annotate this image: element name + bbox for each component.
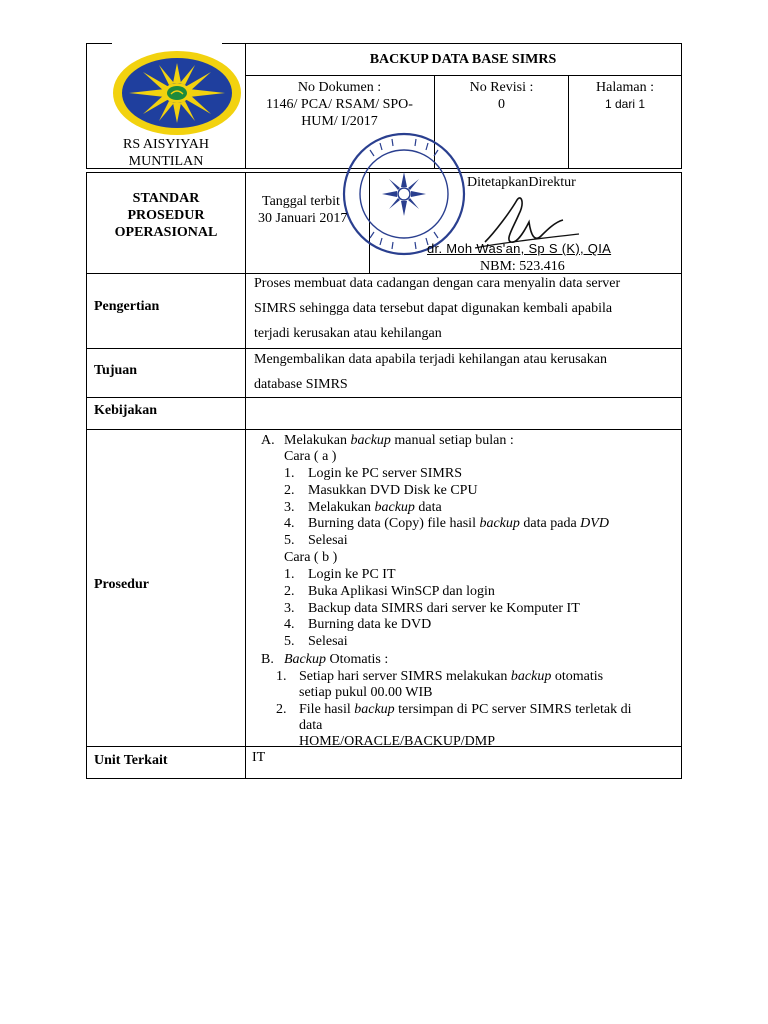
auto-step-text: data xyxy=(299,718,323,733)
step-text: Burning data (Copy) file hasil backup data pada DVD xyxy=(308,516,609,532)
unit-terkait-value: IT xyxy=(252,750,266,765)
no-revisi-value: 0 xyxy=(498,97,505,112)
rule xyxy=(222,43,682,44)
section-b-heading: Backup Otomatis : xyxy=(284,652,389,667)
director-nbm: NBM: 523.416 xyxy=(480,259,565,274)
step-text: Backup data SIMRS dari server ke Komputer IT xyxy=(308,600,580,616)
rule xyxy=(86,43,112,44)
tujuan-label: Tujuan xyxy=(94,363,138,378)
document-title: BACKUP DATA BASE SIMRS xyxy=(369,52,557,67)
kebijakan-label: Kebijakan xyxy=(94,403,158,418)
rule xyxy=(681,43,682,169)
step-number: 5. xyxy=(284,533,295,549)
spo-title-line1: STANDAR xyxy=(132,191,200,206)
rule xyxy=(86,172,87,778)
no-dokumen-label: No Dokumen : xyxy=(297,80,382,95)
section-b-marker: B. xyxy=(261,652,274,667)
step-number: 3. xyxy=(284,600,295,616)
step-text: Buka Aplikasi WinSCP dan login xyxy=(308,583,495,599)
step-number: 2. xyxy=(284,482,295,498)
ditetapkan-direktur: DitetapkanDirektur xyxy=(467,175,576,190)
spo-title-line3: OPERASIONAL xyxy=(114,225,218,240)
hospital-logo xyxy=(111,50,243,136)
tanggal-terbit-label: Tanggal terbit xyxy=(262,194,340,209)
tujuan-line: Mengembalikan data apabila terjadi kehilangan atau kerusakan xyxy=(254,352,607,367)
step-number: 1. xyxy=(284,567,295,582)
section-a-heading: Melakukan backup manual setiap bulan : xyxy=(284,433,514,448)
rule xyxy=(245,172,246,778)
step-text: Melakukan backup data xyxy=(308,499,442,515)
rule xyxy=(86,429,682,430)
step-number: 2. xyxy=(284,583,295,599)
step-number: 4. xyxy=(284,617,295,633)
step-text: Masukkan DVD Disk ke CPU xyxy=(308,482,478,498)
spo-title-line2: PROSEDUR xyxy=(127,208,205,223)
unit-terkait-label: Unit Terkait xyxy=(94,753,168,768)
step-number: 3. xyxy=(284,499,295,515)
prosedur-label: Prosedur xyxy=(94,577,149,592)
cara-b-label: Cara ( b ) xyxy=(284,550,338,565)
pengertian-line: SIMRS sehingga data tersebut dapat digunakan kembali apabila xyxy=(254,301,613,316)
auto-step-text: File hasil backup tersimpan di PC server SIMRS terletak di xyxy=(299,702,632,717)
no-dokumen-value-line2: HUM/ I/2017 xyxy=(301,114,378,129)
pengertian-line: terjadi kerusakan atau kehilangan xyxy=(254,326,442,341)
no-dokumen-value-line1: 1146/ PCA/ RSAM/ SPO- xyxy=(266,97,413,112)
pengertian-line: Proses membuat data cadangan dengan cara menyalin data server xyxy=(254,276,621,291)
director-name: dr. Moh Was'an, Sp S (K), QIA xyxy=(427,241,612,256)
cara-a-label: Cara ( a ) xyxy=(284,449,337,464)
step-text: Login ke PC server SIMRS xyxy=(308,466,462,481)
step-number: 4. xyxy=(284,516,295,532)
hospital-name-line2: MUNTILAN xyxy=(128,154,204,169)
step-number: 1. xyxy=(284,466,295,481)
hospital-stamp xyxy=(340,130,468,258)
auto-step-number: 1. xyxy=(276,669,287,684)
tanggal-terbit-value: 30 Januari 2017 xyxy=(258,211,348,226)
step-text: Selesai xyxy=(308,533,348,549)
section-a-marker: A. xyxy=(261,433,275,448)
auto-step-text: setiap pukul 00.00 WIB xyxy=(299,685,433,700)
step-text: Selesai xyxy=(308,634,348,650)
auto-step-number: 2. xyxy=(276,702,287,717)
step-text: Burning data ke DVD xyxy=(308,617,432,633)
rule xyxy=(86,778,682,779)
rule xyxy=(681,172,682,778)
rule xyxy=(245,75,682,76)
step-text: Login ke PC IT xyxy=(308,567,396,582)
rule xyxy=(86,273,682,274)
tujuan-line: database SIMRS xyxy=(254,377,348,392)
rule xyxy=(86,348,682,349)
hospital-name-line1: RS AISYIYAH xyxy=(123,137,209,152)
step-number: 5. xyxy=(284,634,295,650)
no-revisi-label: No Revisi : xyxy=(469,80,534,95)
rule xyxy=(86,397,682,398)
auto-step-text: HOME/ORACLE/BACKUP/DMP xyxy=(299,734,496,749)
halaman-label: Halaman : xyxy=(596,80,654,95)
auto-step-text: Setiap hari server SIMRS melakukan backup otomatis xyxy=(299,669,604,684)
pengertian-label: Pengertian xyxy=(94,299,160,314)
halaman-value: 1 dari 1 xyxy=(604,97,646,111)
